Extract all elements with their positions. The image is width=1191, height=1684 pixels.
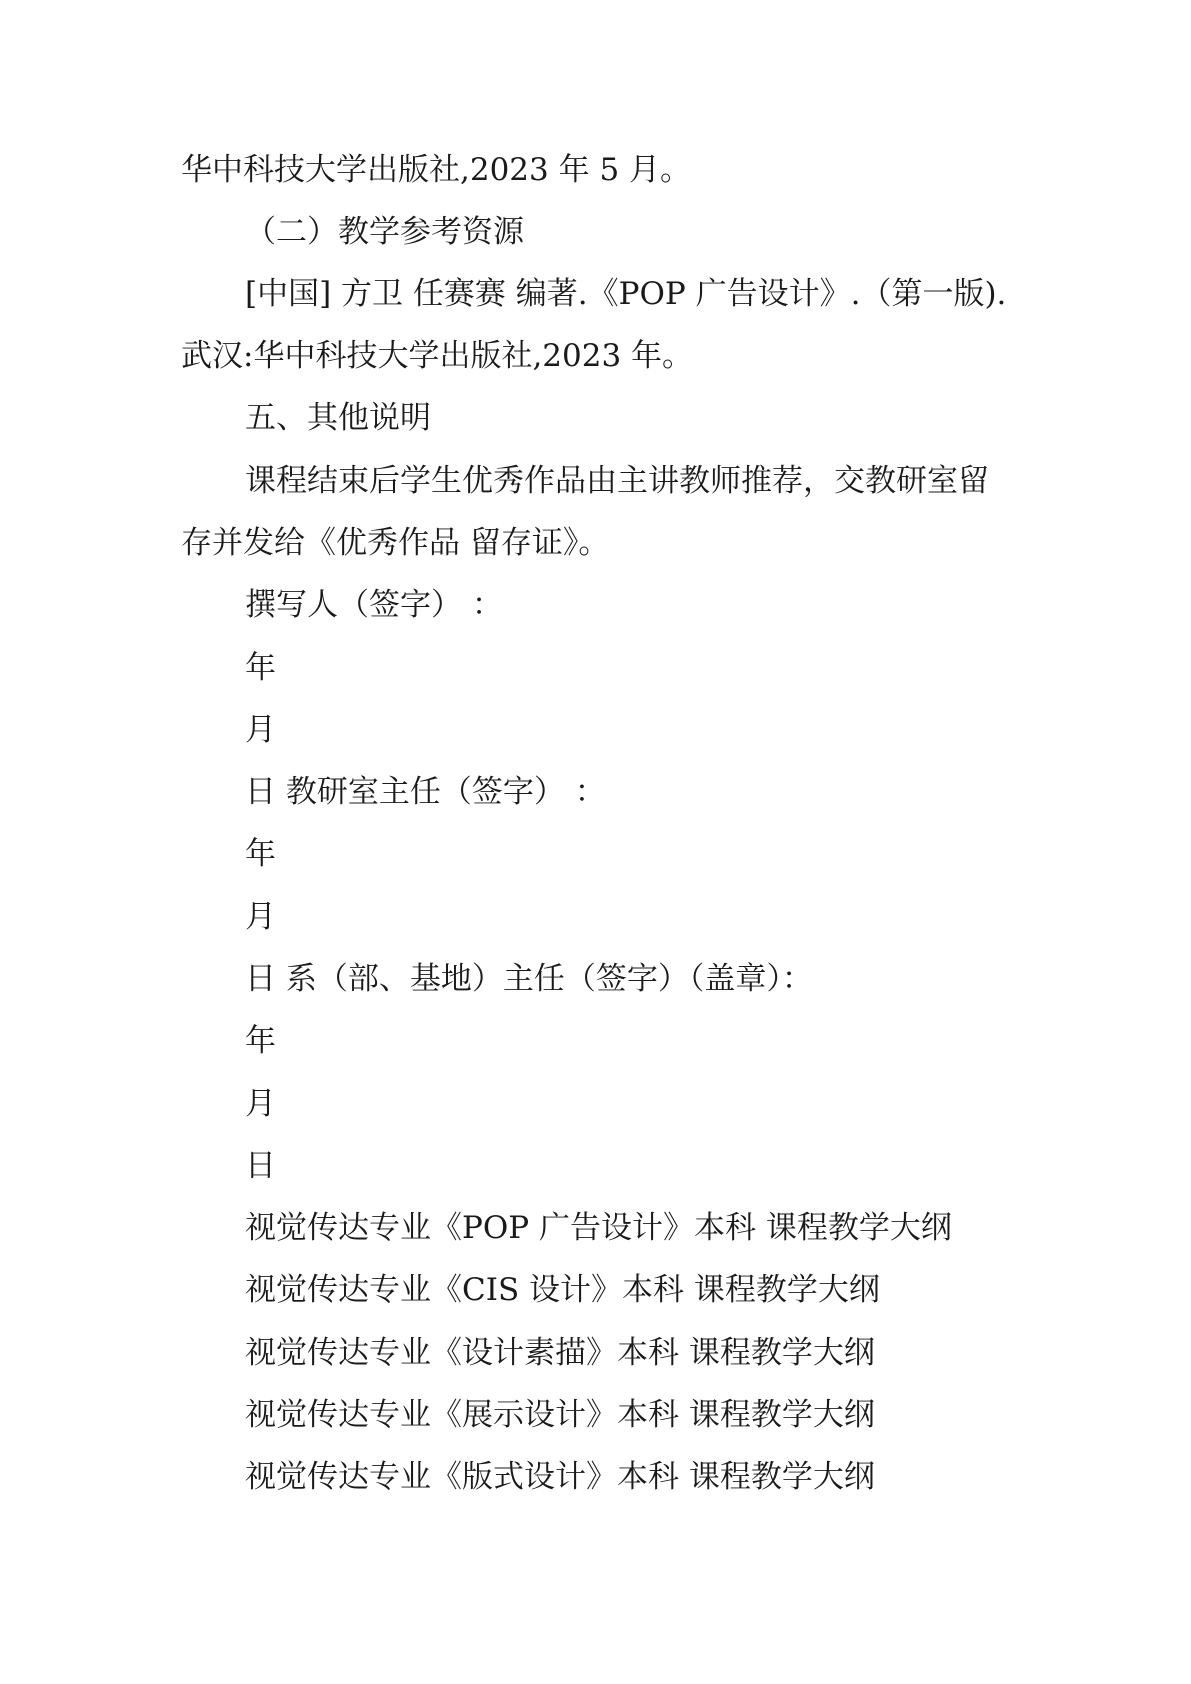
date-month-1: 月 — [245, 712, 276, 748]
director-signature-line: 日 教研室主任（签字） ： — [245, 774, 606, 810]
note-paragraph-line-2: 存并发给《优秀作品 留存证》。 — [181, 525, 610, 561]
date-year-3: 年 — [245, 1023, 276, 1059]
syllabus-title-sketch: 视觉传达专业《设计素描》本科 课程教学大纲 — [245, 1335, 875, 1371]
date-day-3: 日 — [245, 1148, 276, 1184]
syllabus-title-cis: 视觉传达专业《CIS 设计》本科 课程教学大纲 — [245, 1272, 880, 1308]
section-heading-other: 五、其他说明 — [245, 400, 431, 436]
reference-entry-line-2: 武汉:华中科技大学出版社,2023 年。 — [181, 338, 694, 374]
syllabus-title-exhibition: 视觉传达专业《展示设计》本科 课程教学大纲 — [245, 1397, 875, 1433]
author-signature-line: 撰写人（签字） ： — [245, 587, 503, 623]
date-year-1: 年 — [245, 650, 276, 686]
department-signature-line: 日 系（部、基地）主任（签字）（盖章）： — [245, 961, 813, 997]
date-month-2: 月 — [245, 899, 276, 935]
reference-entry-line-1: [中国] 方卫 任赛赛 编著.《POP 广告设计》.（第一版). — [245, 276, 1007, 312]
syllabus-title-pop: 视觉传达专业《POP 广告设计》本科 课程教学大纲 — [245, 1210, 952, 1246]
syllabus-title-layout: 视觉传达专业《版式设计》本科 课程教学大纲 — [245, 1459, 875, 1495]
note-paragraph-line-1: 课程结束后学生优秀作品由主讲教师推荐，交教研室留 — [245, 463, 989, 499]
date-month-3: 月 — [245, 1086, 276, 1122]
publisher-line: 华中科技大学出版社,2023 年 5 月。 — [181, 152, 692, 188]
section-heading-reference: （二）教学参考资源 — [245, 214, 524, 250]
date-year-2: 年 — [245, 836, 276, 872]
